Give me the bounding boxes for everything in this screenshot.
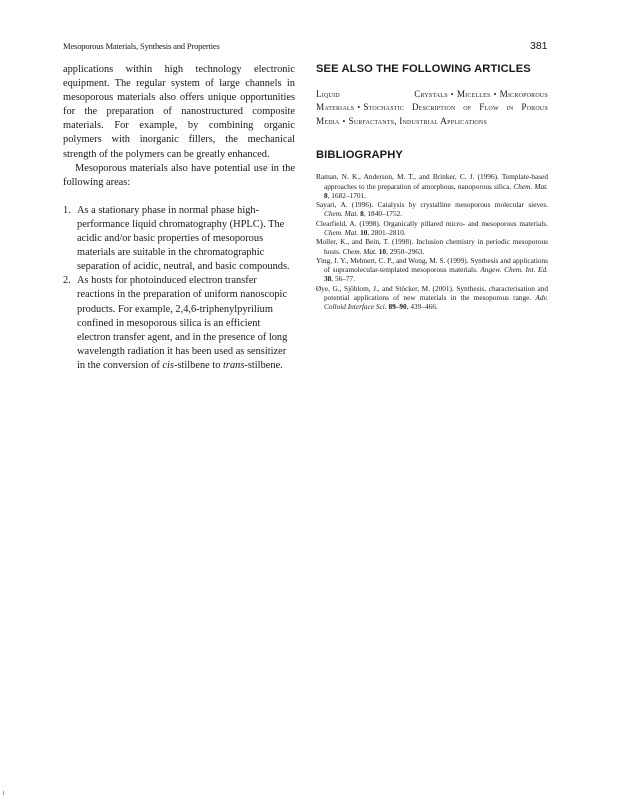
- bullet-separator: •: [357, 103, 361, 113]
- see-also-item[interactable]: Micelles: [456, 89, 491, 99]
- right-column: [316, 63, 548, 312]
- page-number: 381: [530, 40, 548, 52]
- list-number: 2.: [63, 275, 71, 287]
- bibliography-heading: BIBLIOGRAPHY: [316, 149, 403, 162]
- list-item: [63, 274, 295, 373]
- body-paragraph: applications within high technology electronic equipment. The regular system of large channels in mesoporous materials also offers unique opportunities for the preparation of nanostructured composite materials. For example, by combining organic polymers with inorganic fillers, the mechanical strength of the polymers can be greatly enhanced.: [63, 64, 295, 160]
- bibliography-entry: Raman, N. K., Anderson, M. T., and Brinker, C. J. (1996). Template-based approaches to the preparation of amorphous, nanoporous silica. Chem. Mat. 8, 1682–1701.: [316, 172, 548, 200]
- applications-list: [63, 204, 295, 373]
- list-number: 1.: [63, 204, 71, 216]
- see-also-item[interactable]: Liquid Crystals: [316, 89, 448, 99]
- see-also-item[interactable]: Surfactants, Industrial Applications: [348, 115, 487, 126]
- bullet-separator: •: [342, 116, 346, 126]
- body-paragraph: Mesoporous materials also have potential use in the following areas:: [63, 162, 295, 188]
- left-column: [63, 63, 295, 373]
- see-also-heading: SEE ALSO THE FOLLOWING ARTICLES: [316, 63, 531, 75]
- bibliography-entry: Ying, J. Y., Mehnert, C. P., and Wong, M. S. (1999). Synthesis and applications of supramolecular-templated mesoporous materials. Angew. Chem. Int. Ed. 38, 56–77.: [316, 255, 548, 284]
- see-also-list: [316, 88, 548, 128]
- bullet-separator: •: [493, 90, 497, 99]
- bibliography-entry: Clearfield, A. (1998). Organically pillared micro- and mesoporous materials. Chem. Mat. 10, 2801–2810.: [316, 218, 548, 237]
- list-item-text: As a stationary phase in normal phase high-performance liquid chromatography (HPLC). The acidic and/or basic properties of mesoporous materials are suitable in the chromatographic separation of acidic, neutral, and basic compounds.: [77, 204, 290, 273]
- bibliography-list: [316, 172, 548, 311]
- margin-mark: [3, 791, 4, 795]
- bibliography-entry: Moller, K., and Bein, T. (1998). Inclusion chemistry in periodic mesoporous hosts. Chem. Mat. 10, 2950–2963.: [316, 237, 548, 256]
- bibliography-entry: Sayari, A. (1996). Catalysis by crystalline mesoporous molecular sieves. Chem. Mat. 8, 1840–1752.: [316, 200, 548, 219]
- list-item-text: As hosts for photoinduced electron transfer reactions in the preparation of uniform nanoscopic products. For example, 2,4,6-triphenylpyrilium confined in mesoporous silica is an efficient electron transfer agent, and in the presence of long wavelength radiation it has been used as sensitizer in the conversion of cis-stilbene to trans-stilbene.: [77, 275, 288, 371]
- bibliography-entry: Øye, G., Sjöblom, J., and Stöcker, M. (2001). Synthesis, characterisation and potential applications of new materials in the mesoporous range. Adv. Colloid Interface Sci. 89–90, 439–466.: [316, 283, 548, 312]
- see-also-item[interactable]: Stochastic Description of Flow in Porous Media: [316, 102, 548, 126]
- list-item: [63, 204, 295, 274]
- see-also-item[interactable]: Microporous Materials: [316, 89, 548, 113]
- bullet-separator: •: [450, 90, 454, 99]
- running-head: Mesoporous Materials, Synthesis and Properties: [63, 41, 220, 51]
